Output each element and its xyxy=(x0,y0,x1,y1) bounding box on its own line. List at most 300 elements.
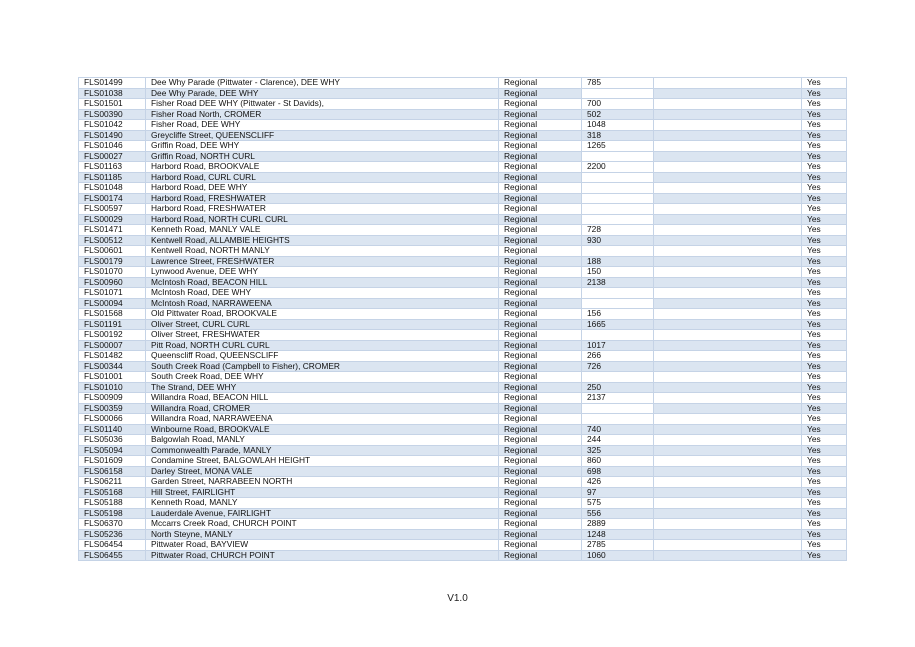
status-cell: Yes xyxy=(802,393,847,404)
empty-cell xyxy=(654,183,802,194)
street-cell: McIntosh Road, BEACON HILL xyxy=(146,277,499,288)
street-cell: Oliver Street, FRESHWATER xyxy=(146,330,499,341)
street-cell: Fisher Road North, CROMER xyxy=(146,109,499,120)
empty-cell xyxy=(654,330,802,341)
street-cell: Old Pittwater Road, BROOKVALE xyxy=(146,309,499,320)
value-cell: 150 xyxy=(582,267,654,278)
category-cell: Regional xyxy=(499,414,582,425)
category-cell: Regional xyxy=(499,109,582,120)
category-cell: Regional xyxy=(499,225,582,236)
row-id-cell: FLS01185 xyxy=(79,172,146,183)
empty-cell xyxy=(654,309,802,320)
table-row xyxy=(79,99,847,110)
category-cell: Regional xyxy=(499,403,582,414)
value-cell xyxy=(582,214,654,225)
table-row xyxy=(79,162,847,173)
table-row xyxy=(79,351,847,362)
row-id-cell: FLS00359 xyxy=(79,403,146,414)
empty-cell xyxy=(654,382,802,393)
empty-cell xyxy=(654,109,802,120)
empty-cell xyxy=(654,277,802,288)
status-cell: Yes xyxy=(802,403,847,414)
table-row xyxy=(79,78,847,89)
category-cell: Regional xyxy=(499,498,582,509)
value-cell xyxy=(582,403,654,414)
empty-cell xyxy=(654,151,802,162)
category-cell: Regional xyxy=(499,487,582,498)
table-row xyxy=(79,277,847,288)
row-id-cell: FLS06370 xyxy=(79,519,146,530)
value-cell: 2889 xyxy=(582,519,654,530)
value-cell xyxy=(582,183,654,194)
empty-cell xyxy=(654,172,802,183)
row-id-cell: FLS00597 xyxy=(79,204,146,215)
street-cell: Harbord Road, NORTH CURL CURL xyxy=(146,214,499,225)
row-id-cell: FLS00066 xyxy=(79,414,146,425)
status-cell: Yes xyxy=(802,151,847,162)
street-cell: Fisher Road DEE WHY (Pittwater - St Davids), xyxy=(146,99,499,110)
empty-cell xyxy=(654,519,802,530)
street-cell: Fisher Road, DEE WHY xyxy=(146,120,499,131)
status-cell: Yes xyxy=(802,508,847,519)
value-cell: 250 xyxy=(582,382,654,393)
category-cell: Regional xyxy=(499,246,582,257)
empty-cell xyxy=(654,162,802,173)
category-cell: Regional xyxy=(499,382,582,393)
table-body xyxy=(79,78,847,561)
empty-cell xyxy=(654,204,802,215)
value-cell xyxy=(582,151,654,162)
status-cell: Yes xyxy=(802,267,847,278)
status-cell: Yes xyxy=(802,298,847,309)
value-cell: 698 xyxy=(582,466,654,477)
row-id-cell: FLS01048 xyxy=(79,183,146,194)
table-row xyxy=(79,487,847,498)
category-cell: Regional xyxy=(499,529,582,540)
table-row xyxy=(79,193,847,204)
row-id-cell: FLS00601 xyxy=(79,246,146,257)
empty-cell xyxy=(654,403,802,414)
street-cell: Winbourne Road, BROOKVALE xyxy=(146,424,499,435)
row-id-cell: FLS01482 xyxy=(79,351,146,362)
status-cell: Yes xyxy=(802,162,847,173)
empty-cell xyxy=(654,424,802,435)
empty-cell xyxy=(654,246,802,257)
empty-cell xyxy=(654,319,802,330)
street-cell: Harbord Road, FRESHWATER xyxy=(146,204,499,215)
category-cell: Regional xyxy=(499,330,582,341)
row-id-cell: FLS01499 xyxy=(79,78,146,89)
street-cell: Lawrence Street, FRESHWATER xyxy=(146,256,499,267)
empty-cell xyxy=(654,78,802,89)
empty-cell xyxy=(654,456,802,467)
empty-cell xyxy=(654,435,802,446)
table-row xyxy=(79,445,847,456)
category-cell: Regional xyxy=(499,162,582,173)
table-row xyxy=(79,424,847,435)
table-row xyxy=(79,330,847,341)
category-cell: Regional xyxy=(499,319,582,330)
street-cell: Willandra Road, CROMER xyxy=(146,403,499,414)
table-row xyxy=(79,235,847,246)
street-cell: Darley Street, MONA VALE xyxy=(146,466,499,477)
row-id-cell: FLS00192 xyxy=(79,330,146,341)
value-cell: 2138 xyxy=(582,277,654,288)
value-cell xyxy=(582,193,654,204)
status-cell: Yes xyxy=(802,445,847,456)
row-id-cell: FLS05236 xyxy=(79,529,146,540)
row-id-cell: FLS01042 xyxy=(79,120,146,131)
category-cell: Regional xyxy=(499,540,582,551)
category-cell: Regional xyxy=(499,340,582,351)
table-row xyxy=(79,256,847,267)
status-cell: Yes xyxy=(802,172,847,183)
status-cell: Yes xyxy=(802,487,847,498)
row-id-cell: FLS00390 xyxy=(79,109,146,120)
empty-cell xyxy=(654,130,802,141)
empty-cell xyxy=(654,540,802,551)
table-row xyxy=(79,498,847,509)
table-row xyxy=(79,88,847,99)
status-cell: Yes xyxy=(802,288,847,299)
row-id-cell: FLS00344 xyxy=(79,361,146,372)
row-id-cell: FLS00512 xyxy=(79,235,146,246)
street-cell: Griffin Road, DEE WHY xyxy=(146,141,499,152)
row-id-cell: FLS06211 xyxy=(79,477,146,488)
status-cell: Yes xyxy=(802,214,847,225)
empty-cell xyxy=(654,214,802,225)
category-cell: Regional xyxy=(499,193,582,204)
table-row xyxy=(79,246,847,257)
table-row xyxy=(79,130,847,141)
street-cell: Kentwell Road, NORTH MANLY xyxy=(146,246,499,257)
table-row xyxy=(79,288,847,299)
empty-cell xyxy=(654,414,802,425)
street-cell: Pittwater Road, BAYVIEW xyxy=(146,540,499,551)
empty-cell xyxy=(654,256,802,267)
street-cell: The Strand, DEE WHY xyxy=(146,382,499,393)
status-cell: Yes xyxy=(802,204,847,215)
street-cell: South Creek Road (Campbell to Fisher), CROMER xyxy=(146,361,499,372)
category-cell: Regional xyxy=(499,424,582,435)
status-cell: Yes xyxy=(802,498,847,509)
category-cell: Regional xyxy=(499,508,582,519)
category-cell: Regional xyxy=(499,466,582,477)
table-row xyxy=(79,225,847,236)
street-cell: Harbord Road, FRESHWATER xyxy=(146,193,499,204)
status-cell: Yes xyxy=(802,382,847,393)
version-label: V1.0 xyxy=(447,593,468,604)
category-cell: Regional xyxy=(499,151,582,162)
value-cell: 1060 xyxy=(582,550,654,561)
value-cell xyxy=(582,172,654,183)
value-cell xyxy=(582,298,654,309)
row-id-cell: FLS00174 xyxy=(79,193,146,204)
table-row xyxy=(79,456,847,467)
value-cell: 97 xyxy=(582,487,654,498)
status-cell: Yes xyxy=(802,277,847,288)
status-cell: Yes xyxy=(802,141,847,152)
status-cell: Yes xyxy=(802,130,847,141)
empty-cell xyxy=(654,340,802,351)
category-cell: Regional xyxy=(499,298,582,309)
table-row xyxy=(79,550,847,561)
row-id-cell: FLS05094 xyxy=(79,445,146,456)
empty-cell xyxy=(654,298,802,309)
row-id-cell: FLS01163 xyxy=(79,162,146,173)
status-cell: Yes xyxy=(802,256,847,267)
empty-cell xyxy=(654,88,802,99)
status-cell: Yes xyxy=(802,372,847,383)
street-cell: Dee Why Parade (Pittwater - Clarence), DEE WHY xyxy=(146,78,499,89)
status-cell: Yes xyxy=(802,340,847,351)
status-cell: Yes xyxy=(802,309,847,320)
row-id-cell: FLS01501 xyxy=(79,99,146,110)
empty-cell xyxy=(654,225,802,236)
table-row xyxy=(79,435,847,446)
street-cell: Willandra Road, BEACON HILL xyxy=(146,393,499,404)
row-id-cell: FLS01471 xyxy=(79,225,146,236)
value-cell xyxy=(582,330,654,341)
row-id-cell: FLS06158 xyxy=(79,466,146,477)
empty-cell xyxy=(654,288,802,299)
street-cell: North Steyne, MANLY xyxy=(146,529,499,540)
value-cell: 318 xyxy=(582,130,654,141)
value-cell: 2137 xyxy=(582,393,654,404)
street-cell: Griffin Road, NORTH CURL xyxy=(146,151,499,162)
row-id-cell: FLS00029 xyxy=(79,214,146,225)
category-cell: Regional xyxy=(499,372,582,383)
value-cell: 1048 xyxy=(582,120,654,131)
row-id-cell: FLS01568 xyxy=(79,309,146,320)
value-cell xyxy=(582,204,654,215)
street-cell: Willandra Road, NARRAWEENA xyxy=(146,414,499,425)
row-id-cell: FLS01010 xyxy=(79,382,146,393)
table-row xyxy=(79,414,847,425)
empty-cell xyxy=(654,498,802,509)
street-cell: McIntosh Road, DEE WHY xyxy=(146,288,499,299)
value-cell: 266 xyxy=(582,351,654,362)
value-cell: 188 xyxy=(582,256,654,267)
status-cell: Yes xyxy=(802,235,847,246)
category-cell: Regional xyxy=(499,435,582,446)
status-cell: Yes xyxy=(802,466,847,477)
street-cell: Mccarrs Creek Road, CHURCH POINT xyxy=(146,519,499,530)
street-cell: Kentwell Road, ALLAMBIE HEIGHTS xyxy=(146,235,499,246)
value-cell: 244 xyxy=(582,435,654,446)
street-cell: Lauderdale Avenue, FAIRLIGHT xyxy=(146,508,499,519)
row-id-cell: FLS05168 xyxy=(79,487,146,498)
table-row xyxy=(79,309,847,320)
status-cell: Yes xyxy=(802,319,847,330)
status-cell: Yes xyxy=(802,414,847,425)
category-cell: Regional xyxy=(499,550,582,561)
street-cell: Lynwood Avenue, DEE WHY xyxy=(146,267,499,278)
category-cell: Regional xyxy=(499,351,582,362)
category-cell: Regional xyxy=(499,141,582,152)
category-cell: Regional xyxy=(499,267,582,278)
row-id-cell: FLS00007 xyxy=(79,340,146,351)
empty-cell xyxy=(654,141,802,152)
table-row xyxy=(79,529,847,540)
table-row xyxy=(79,319,847,330)
row-id-cell: FLS06454 xyxy=(79,540,146,551)
status-cell: Yes xyxy=(802,120,847,131)
value-cell: 860 xyxy=(582,456,654,467)
status-cell: Yes xyxy=(802,550,847,561)
table-row xyxy=(79,508,847,519)
value-cell: 1665 xyxy=(582,319,654,330)
value-cell xyxy=(582,246,654,257)
value-cell: 740 xyxy=(582,424,654,435)
category-cell: Regional xyxy=(499,445,582,456)
value-cell xyxy=(582,88,654,99)
value-cell: 556 xyxy=(582,508,654,519)
category-cell: Regional xyxy=(499,183,582,194)
row-id-cell: FLS01071 xyxy=(79,288,146,299)
table-row xyxy=(79,204,847,215)
status-cell: Yes xyxy=(802,183,847,194)
category-cell: Regional xyxy=(499,393,582,404)
street-cell: Dee Why Parade, DEE WHY xyxy=(146,88,499,99)
category-cell: Regional xyxy=(499,204,582,215)
row-id-cell: FLS01046 xyxy=(79,141,146,152)
status-cell: Yes xyxy=(802,78,847,89)
table-row xyxy=(79,120,847,131)
value-cell: 1248 xyxy=(582,529,654,540)
row-id-cell: FLS01070 xyxy=(79,267,146,278)
row-id-cell: FLS01038 xyxy=(79,88,146,99)
value-cell xyxy=(582,288,654,299)
value-cell: 726 xyxy=(582,361,654,372)
category-cell: Regional xyxy=(499,130,582,141)
value-cell: 930 xyxy=(582,235,654,246)
value-cell: 1265 xyxy=(582,141,654,152)
street-cell: Condamine Street, BALGOWLAH HEIGHT xyxy=(146,456,499,467)
category-cell: Regional xyxy=(499,120,582,131)
table-row xyxy=(79,361,847,372)
category-cell: Regional xyxy=(499,88,582,99)
category-cell: Regional xyxy=(499,477,582,488)
value-cell: 156 xyxy=(582,309,654,320)
row-id-cell: FLS00094 xyxy=(79,298,146,309)
value-cell xyxy=(582,414,654,425)
row-id-cell: FLS06455 xyxy=(79,550,146,561)
street-cell: Kenneth Road, MANLY VALE xyxy=(146,225,499,236)
table-row xyxy=(79,403,847,414)
status-cell: Yes xyxy=(802,225,847,236)
value-cell: 575 xyxy=(582,498,654,509)
empty-cell xyxy=(654,372,802,383)
street-cell: Garden Street, NARRABEEN NORTH xyxy=(146,477,499,488)
table-row xyxy=(79,382,847,393)
street-cell: Harbord Road, CURL CURL xyxy=(146,172,499,183)
row-id-cell: FLS01490 xyxy=(79,130,146,141)
empty-cell xyxy=(654,477,802,488)
row-id-cell: FLS05198 xyxy=(79,508,146,519)
street-cell: Hill Street, FAIRLIGHT xyxy=(146,487,499,498)
value-cell: 2200 xyxy=(582,162,654,173)
category-cell: Regional xyxy=(499,214,582,225)
status-cell: Yes xyxy=(802,540,847,551)
category-cell: Regional xyxy=(499,256,582,267)
row-id-cell: FLS01191 xyxy=(79,319,146,330)
table-row xyxy=(79,151,847,162)
data-table xyxy=(78,77,847,561)
category-cell: Regional xyxy=(499,99,582,110)
street-cell: Balgowlah Road, MANLY xyxy=(146,435,499,446)
status-cell: Yes xyxy=(802,529,847,540)
empty-cell xyxy=(654,99,802,110)
category-cell: Regional xyxy=(499,519,582,530)
table-row xyxy=(79,519,847,530)
category-cell: Regional xyxy=(499,277,582,288)
table-row xyxy=(79,340,847,351)
empty-cell xyxy=(654,466,802,477)
status-cell: Yes xyxy=(802,361,847,372)
value-cell: 785 xyxy=(582,78,654,89)
street-cell: Pittwater Road, CHURCH POINT xyxy=(146,550,499,561)
category-cell: Regional xyxy=(499,235,582,246)
table-row xyxy=(79,267,847,278)
table-row xyxy=(79,109,847,120)
category-cell: Regional xyxy=(499,309,582,320)
row-id-cell: FLS05036 xyxy=(79,435,146,446)
table-row xyxy=(79,393,847,404)
empty-cell xyxy=(654,445,802,456)
empty-cell xyxy=(654,508,802,519)
row-id-cell: FLS05188 xyxy=(79,498,146,509)
empty-cell xyxy=(654,267,802,278)
value-cell: 700 xyxy=(582,99,654,110)
empty-cell xyxy=(654,351,802,362)
row-id-cell: FLS01140 xyxy=(79,424,146,435)
status-cell: Yes xyxy=(802,109,847,120)
table-row xyxy=(79,183,847,194)
status-cell: Yes xyxy=(802,330,847,341)
empty-cell xyxy=(654,393,802,404)
status-cell: Yes xyxy=(802,99,847,110)
empty-cell xyxy=(654,550,802,561)
street-cell: Harbord Road, BROOKVALE xyxy=(146,162,499,173)
status-cell: Yes xyxy=(802,477,847,488)
street-cell: Kenneth Road, MANLY xyxy=(146,498,499,509)
street-cell: Commonwealth Parade, MANLY xyxy=(146,445,499,456)
street-cell: South Creek Road, DEE WHY xyxy=(146,372,499,383)
street-cell: Queenscliff Road, QUEENSCLIFF xyxy=(146,351,499,362)
value-cell: 1017 xyxy=(582,340,654,351)
empty-cell xyxy=(654,487,802,498)
category-cell: Regional xyxy=(499,456,582,467)
category-cell: Regional xyxy=(499,361,582,372)
value-cell: 426 xyxy=(582,477,654,488)
table-row xyxy=(79,141,847,152)
row-id-cell: FLS00027 xyxy=(79,151,146,162)
street-cell: McIntosh Road, NARRAWEENA xyxy=(146,298,499,309)
empty-cell xyxy=(654,361,802,372)
status-cell: Yes xyxy=(802,351,847,362)
status-cell: Yes xyxy=(802,424,847,435)
value-cell: 325 xyxy=(582,445,654,456)
table-row xyxy=(79,214,847,225)
status-cell: Yes xyxy=(802,456,847,467)
table-row xyxy=(79,172,847,183)
empty-cell xyxy=(654,193,802,204)
street-cell: Pitt Road, NORTH CURL CURL xyxy=(146,340,499,351)
row-id-cell: FLS00909 xyxy=(79,393,146,404)
status-cell: Yes xyxy=(802,88,847,99)
empty-cell xyxy=(654,529,802,540)
